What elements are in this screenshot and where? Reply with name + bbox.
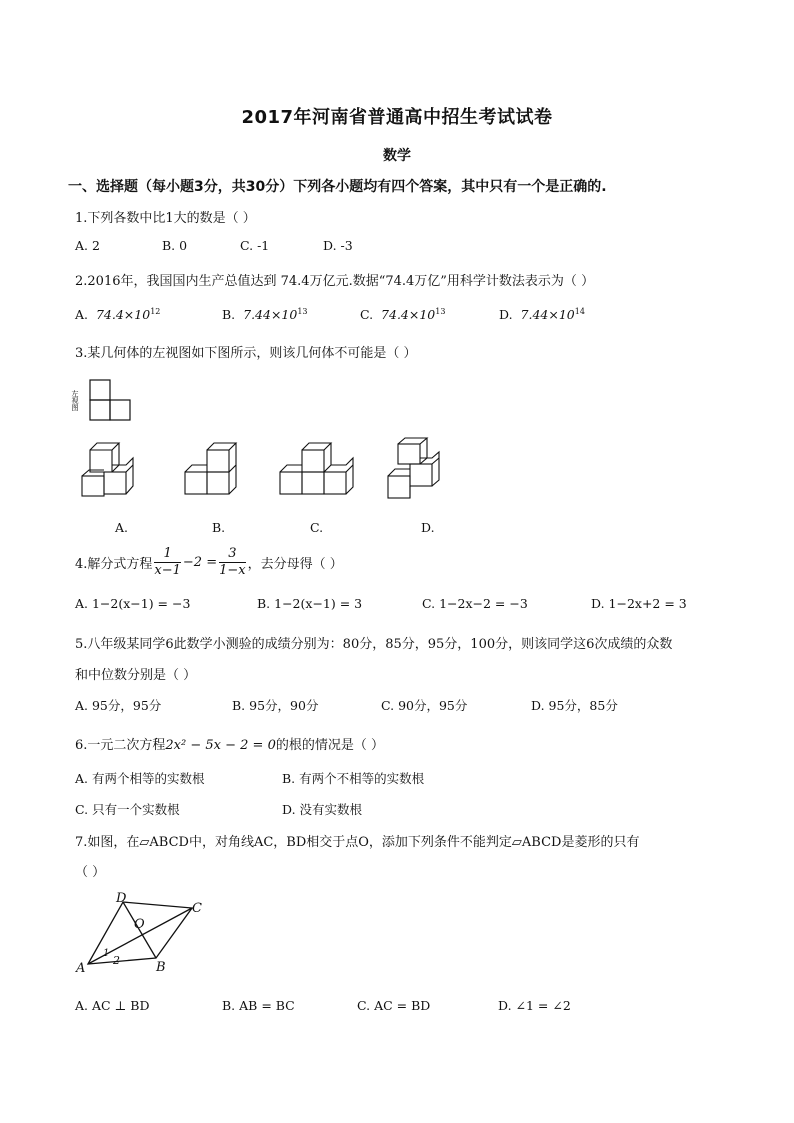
q1-option-d: D. -3	[323, 238, 353, 253]
q2-option-d: D. $7.44\times 10^{14}$	[499, 307, 585, 323]
q6-option-a: A. 有两个相等的实数根	[75, 771, 205, 786]
q7-option-d: D. ∠1 = ∠2	[498, 998, 571, 1013]
q1-option-c: C. -1	[240, 238, 270, 253]
q6-option-d: D. 没有实数根	[282, 802, 363, 817]
q5-option-c: C. 90分，95分	[381, 698, 468, 713]
q4-fraction-1: $\frac{1}{x-1}$	[154, 545, 181, 578]
q6-equation: 2x² − 5x − 2 = 0	[165, 738, 276, 753]
question-5-line-2: 和中位数分别是（ ）	[75, 668, 197, 683]
q3-option-b: B.	[212, 520, 226, 535]
question-7-line-2: （ ）	[75, 865, 106, 880]
q2-option-b: B. $7.44\times 10^{13}$	[222, 307, 308, 323]
question-2-text: 2.2016年，我国国内生产总值达到 74.4万亿元.数据“74.4万亿”用科学计数法表示为（ ）	[75, 274, 595, 289]
vertex-c-label: C	[192, 901, 202, 916]
q6-option-b: B. 有两个不相等的实数根	[282, 771, 425, 786]
question-3-text: 3.某几何体的左视图如下图所示，则该几何体不可能是（ ）	[75, 346, 417, 361]
q3-figure-c	[275, 440, 355, 498]
vertex-b-label: B	[156, 960, 166, 975]
question-1-text: 1.下列各数中比1大的数是（ ）	[75, 211, 256, 226]
q1-option-a: A. 2	[75, 238, 100, 253]
vertex-d-label: D	[116, 891, 127, 906]
q5-option-b: B. 95分，90分	[232, 698, 319, 713]
q2-option-c: C. $74.4\times 10^{13}$	[360, 307, 446, 323]
page-title: 2017年河南省普通高中招生考试试卷	[241, 107, 553, 128]
q5-option-d: D. 95分，85分	[531, 698, 618, 713]
parallelogram-figure	[76, 888, 206, 976]
question-6-text: 6.一元二次方程2x² − 5x − 2 = 0的根的情况是（ ）	[75, 738, 384, 753]
angle-1-label: 1	[103, 948, 110, 959]
vertex-a-label: A	[76, 961, 86, 976]
left-view-figure	[71, 378, 136, 424]
q3-figure-d	[385, 436, 455, 500]
q7-option-b: B. AB = BC	[222, 998, 295, 1013]
left-view-label: 左视图	[71, 390, 79, 411]
q3-option-a: A.	[115, 520, 129, 535]
question-4-text: 4.解分式方程 $\frac{1}{x-1}$ −2 = $\frac{3}{1-x}$ ，去分母得（ ）	[75, 545, 343, 578]
q3-option-d: D.	[421, 520, 435, 535]
q4-option-a: A. 1−2(x−1) = −3	[75, 596, 191, 611]
q4-option-b: B. 1−2(x−1) = 3	[257, 596, 363, 611]
q7-option-c: C. AC = BD	[357, 998, 431, 1013]
question-7-line-1: 7.如图，在▱ABCD中，对角线AC，BD相交于点O，添加下列条件不能判定▱ABCD是菱形的只有	[75, 835, 640, 850]
q6-option-c: C. 只有一个实数根	[75, 802, 180, 817]
q4-fraction-2: $\frac{3}{1-x}$	[219, 545, 246, 578]
q1-option-b: B. 0	[162, 238, 188, 253]
q3-figure-b	[182, 440, 242, 498]
question-5-line-1: 5.八年级某同学6此数学小测验的成绩分别为：80分，85分，95分，100分，则该同学这6次成绩的众数	[75, 637, 673, 652]
q5-option-a: A. 95分，95分	[75, 698, 162, 713]
q4-option-c: C. 1−2x−2 = −3	[422, 596, 528, 611]
point-o-label: O	[134, 917, 145, 932]
angle-2-label: 2	[113, 954, 120, 967]
section-heading: 一、选择题（每小题3分，共30分）下列各小题均有四个答案，其中只有一个是正确的.	[68, 179, 607, 195]
q2-option-a: A. $74.4\times 10^{12}$	[75, 307, 161, 323]
q3-option-c: C.	[310, 520, 324, 535]
subject-title: 数学	[383, 148, 411, 164]
q7-option-a: A. AC ⊥ BD	[75, 998, 150, 1013]
q4-option-d: D. 1−2x+2 = 3	[591, 596, 687, 611]
q3-figure-a	[80, 440, 140, 498]
